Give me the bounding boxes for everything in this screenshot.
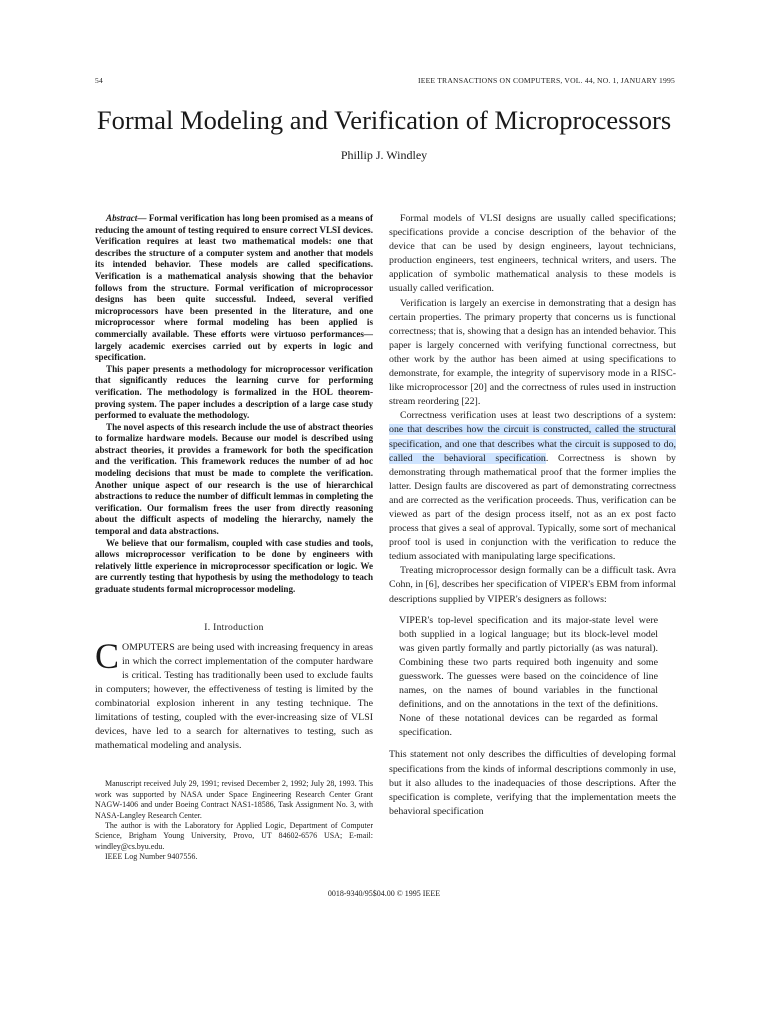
- abstract-paragraph-4: We believe that our formalism, coupled with case studies and tools, allows microprocessor verification to be done by engineers with relatively little experience in microprocessor specification or logic. We are currently testing that hypothesis by using the methodology to teach graduate students formal microprocessor modeling.: [95, 537, 373, 594]
- body-paragraph-cohn: Treating microprocessor design formally can be a difficult task. Avra Cohn, in [6], describes her specification of VIPER's EBM from informal descriptions supplied by VIPER's designers as follows:: [389, 565, 676, 605]
- page-number: 54: [95, 76, 103, 85]
- correctness-text-post: . Correctness is shown by demonstrating through mathematical proof that the former implies the latter. Design faults are discovered as part of demonstrating correctness and are corrected as the verification proceeds. Thus, verification can be viewed as part of the design process itself, not as an ex post facto process that gives a seal of approval. Typically, some sort of mechanical proof tool is used in conjunction with the verification to reduce the tedium associated with manipulating large specifications.: [389, 452, 676, 563]
- correctness-text-pre: Correctness verification uses at least two descriptions of a system:: [400, 410, 676, 422]
- footnote-log-number: IEEE Log Number 9407556.: [105, 852, 198, 862]
- highlighted-text[interactable]: one that describes how the circuit is constructed, called the structural specification, and one that describes what the circuit is supposed to do, called the behavioral specification: [389, 424, 676, 464]
- author-name: Phillip J. Windley: [340, 148, 428, 162]
- paper-title: Formal Modeling and Verification of Microprocessors: [96, 105, 672, 135]
- intro-text-1: OMPUTERS are being used with increasing frequency in areas in which the correct implementation of the computer hardware is critical. Testing has traditionally been used to exclude faults in computers; however, the effectiveness of testing is limited by the combinatorial explosion inherent in any testing technique. The limitations of testing, coupled with the ever-increasing size of VLSI devices, have led to a search for alternatives to testing, such as mathematical modeling and analysis.: [95, 641, 373, 752]
- abstract: [95, 213, 373, 596]
- introduction-body: [95, 635, 373, 754]
- body-paragraph-verification: Verification is largely an exercise in demonstrating that a design has certain properties. The primary property that concerns us is functional correctness; that is, showing that a design has an intended behavior. This paper is largely concerned with verifying functional correctness, but other work by the author has been aimed at using specifications to demonstrate, for example, the integrity of supervisory mode in a RISC-like microprocessor [20] and the correctness of rules used in instruction stream reordering [22].: [389, 297, 676, 408]
- footnote-affiliation: The author is with the Laboratory for Applied Logic, Department of Computer Science, Brigham Young University, Provo, UT 84602-6576 USA; E-mail: windley@cs.byu.edu.: [95, 820, 373, 851]
- abstract-label: Abstract: [106, 213, 138, 223]
- left-column: [95, 213, 373, 863]
- abstract-paragraph-1: [95, 213, 373, 364]
- drop-cap: C: [95, 635, 120, 676]
- running-header: [95, 76, 675, 90]
- abstract-text-1: — Formal verification has long been promised as a means of reducing the amount of testing required to ensure correct VLSI devices. Verification requires at least two mathematical models: one that describes the structure of a computer system and another that models its intended behavior. These models are called specifications. Verification is a mathematical analysis showing that the behavior follows from the structure. Formal verification of microprocessor designs has been quite successful. Indeed, several verified microprocessors have been presented in the literature, and one microprocessor where formal modeling has been applied is commercially available. These efforts were virtuoso performances—largely academic exercises carried out by experts in logic and specification.: [95, 213, 373, 363]
- block-quote: VIPER's top-level specification and its major-state level were both supplied in a logical language; but its block-level model was given partly formally and partly pictorially (as was natural). Combining these two parts required both ingenuity and some guesswork. The guesses were based on the coincidence of line names, on the names of bound variables in the functional definitions, and on the annotations in the text of the definitions. None of these notational devices can be regarded as formal specification.: [399, 614, 658, 739]
- right-column: [389, 212, 676, 819]
- journal-header: IEEE TRANSACTIONS ON COMPUTERS, VOL. 44, NO. 1, JANUARY 1995: [418, 76, 675, 85]
- abstract-paragraph-2: This paper presents a methodology for microprocessor verification that significantly reduces the learning curve for performing verification. The methodology is formalized in the HOL theorem-proving system. The paper includes a description of a large case study performed to evaluate the methodology.: [95, 363, 373, 421]
- body-paragraph-specifications: Formal models of VLSI designs are usually called specifications; specifications provide a concise description of the behavior of the device that can be used by design engineers, layout technicians, production engineers, test engineers, technical writers, and users. The application of symbolic mathematical analysis to these models is usually called verification.: [389, 213, 676, 295]
- copyright-footer: 0018-9340/95$04.00 © 1995 IEEE: [327, 889, 441, 898]
- section-heading-introduction: I. Introduction: [204, 622, 264, 633]
- abstract-paragraph-3: The novel aspects of this research include the use of abstract theories to formalize hardware models. Because our model is described using abstract theories, it provides a framework for both the specification and the verification. This framework reduces the number of ad hoc modeling decisions that must be made to complete the verification. Another unique aspect of our research is the use of hierarchical abstractions to reduce the number of difficult lemmas in completing the verification. Our formalism frees the user from directly reasoning about the difficult aspects of modeling the hierarchy, namely the temporal and data abstractions.: [95, 421, 373, 537]
- intro-paragraph-1: [95, 635, 373, 754]
- body-paragraph-correctness: [389, 409, 676, 564]
- footnote: [95, 779, 373, 862]
- footnote-manuscript: Manuscript received July 29, 1991; revised December 2, 1992; July 28, 1993. This work was supported by NASA under Space Engineering Research Center Grant NAGW-1406 and under Boeing Contract NAS1-18586, Task Assignment No. 3, with NASA-Langley Research Center.: [95, 779, 373, 820]
- body-paragraph-statement: This statement not only describes the difficulties of developing formal specifications from the kinds of informal descriptions commonly in use, but it also alludes to the inadequacies of those descriptions. After the specification is complete, verifying that the implementation meets the behavioral specification: [389, 749, 676, 817]
